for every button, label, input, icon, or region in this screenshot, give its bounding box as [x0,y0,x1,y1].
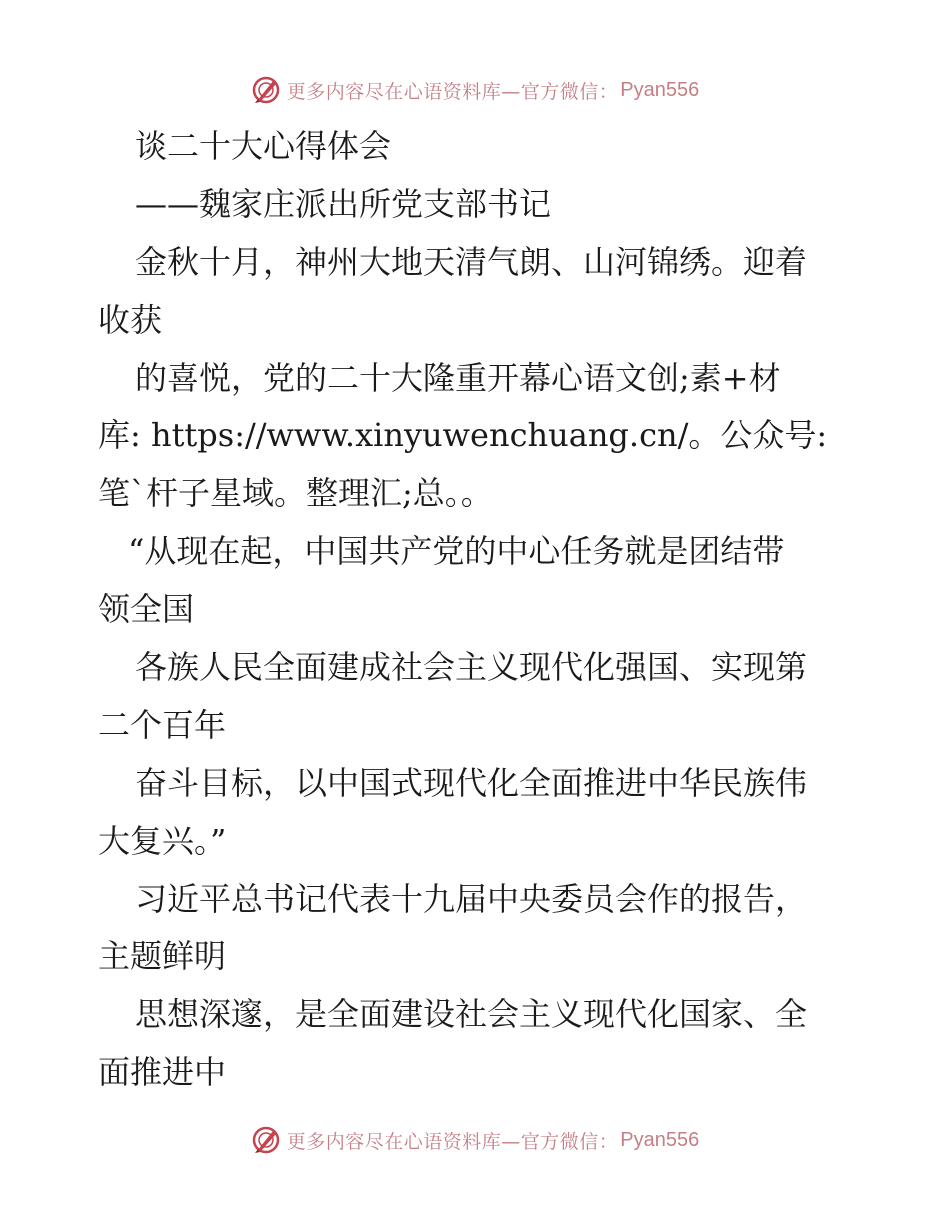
text-line: 大复兴。” [98,821,227,860]
text-line: 各族人民全面建成社会主义现代化强国、实现第 [135,648,808,687]
text-line: 主题鲜明 [98,937,227,976]
document-subtitle: ——魏家庄派出所党支部书记 [135,184,552,223]
document-title: 谈二十大心得体会 [135,127,392,165]
text-line: 笔`杆子星域。整理汇;总。。 [98,474,493,513]
watermark-text: 更多内容尽在心语资料库—官方微信： [286,1130,619,1153]
text-line: 习近平总书记代表十九届中央委员会作的报告， [135,879,808,918]
text-line: 二个百年 [98,705,227,744]
header-watermark-banner [0,70,950,110]
text-line: 库: https://www.xinyuwenchuang.cn/。公众号: [98,416,828,455]
watermark-handle: Pyan556 [620,78,700,101]
text-line: 奋斗目标，以中国式现代化全面推进中华民族伟 [135,763,808,802]
text-line: 收获 [98,300,163,339]
watermark-text: 更多内容尽在心语资料库—官方微信： [286,80,619,103]
text-line: 面推进中 [98,1053,227,1092]
text-line: “从现在起，中国共产党的中心任务就是团结带 [128,532,785,571]
text-line: 领全国 [98,590,195,629]
footer-watermark-banner [0,1120,950,1160]
text-line: 思想深邃，是全面建设社会主义现代化国家、全 [135,995,808,1034]
document-body [98,118,858,1102]
watermark-handle: Pyan556 [620,1128,700,1151]
text-line: 金秋十月，神州大地天清气朗、山河锦绣。迎着 [135,242,808,281]
pen-logo-icon [251,1125,281,1155]
pen-logo-icon [251,75,281,105]
text-line: 的喜悦，党的二十大隆重开幕心语文创;素+材 [135,358,781,397]
